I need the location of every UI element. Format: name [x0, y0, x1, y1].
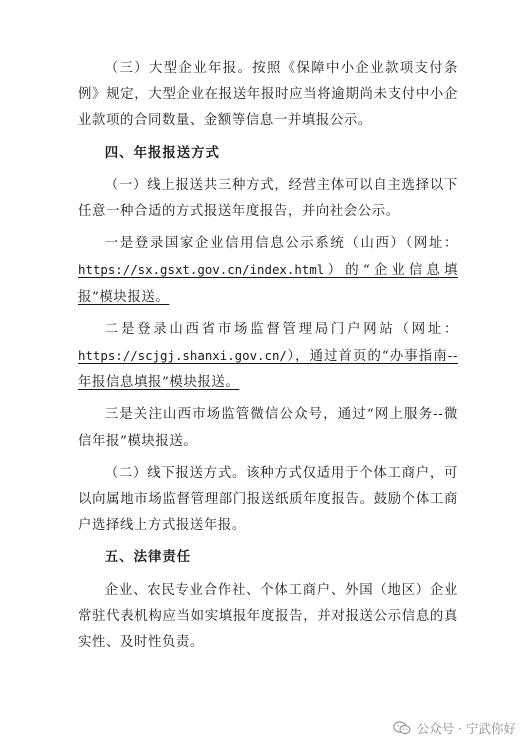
document-body — [78, 56, 458, 662]
method-one-suffix: ）的“企业信息填报”模块报送。 — [78, 263, 458, 305]
paragraph-online-methods: （一）线上报送共三种方式，经营主体可以自主选择以下任意一种合适的方式报送年度报告，并向社会公示。 — [78, 177, 458, 220]
wechat-icon — [393, 721, 411, 735]
method-two-underlined — [78, 349, 458, 390]
paragraph-method-one — [78, 231, 458, 311]
watermark-text: 公众号 · 宁武你好 — [416, 721, 516, 736]
wechat-watermark — [393, 719, 516, 737]
method-two-suffix: ），通过首页的“办事指南--年报信息填报”模块报送。 — [78, 349, 458, 391]
paragraph-method-two — [78, 317, 458, 397]
gsxt-url-link[interactable]: https://sx.gsxt.gov.cn/index.html — [78, 262, 325, 278]
section-heading-submission: 四、年报报送方式 — [104, 145, 220, 161]
method-two-prefix: 二是登录山西省市场监督管理局门户网站（网址： — [104, 321, 458, 337]
section-heading-legal: 五、法律责任 — [104, 550, 192, 566]
method-one-underlined — [78, 263, 458, 304]
scjgj-url-link[interactable]: https://scjgj.shanxi.gov.cn/ — [78, 348, 287, 364]
paragraph-legal-responsibility: 企业、农民专业合作社、个体工商户、外国（地区）企业常驻代表机构应当如实填报年度报告，并对报送公示信息的真实性、及时性负责。 — [78, 582, 458, 651]
paragraph-method-three: 三是关注山西市场监管微信公众号，通过“网上服务--微信年报”模块报送。 — [78, 407, 458, 449]
method-one-prefix: 一是登录国家企业信用信息公示系统（山西）（网址： — [104, 236, 458, 252]
paragraph-offline-method: （二）线下报送方式。该种方式仅适用于个体工商户，可以向属地市场监督管理部门报送纸质年度报告。鼓励个体工商户选择线上方式报送年报。 — [78, 465, 458, 534]
paragraph-large-enterprise: （三）大型企业年报。按照《保障中小企业款项支付条例》规定，大型企业在报送年报时应当将逾期尚未支付中小企业款项的合同数量、金额等信息一并填报公示。 — [78, 61, 458, 129]
